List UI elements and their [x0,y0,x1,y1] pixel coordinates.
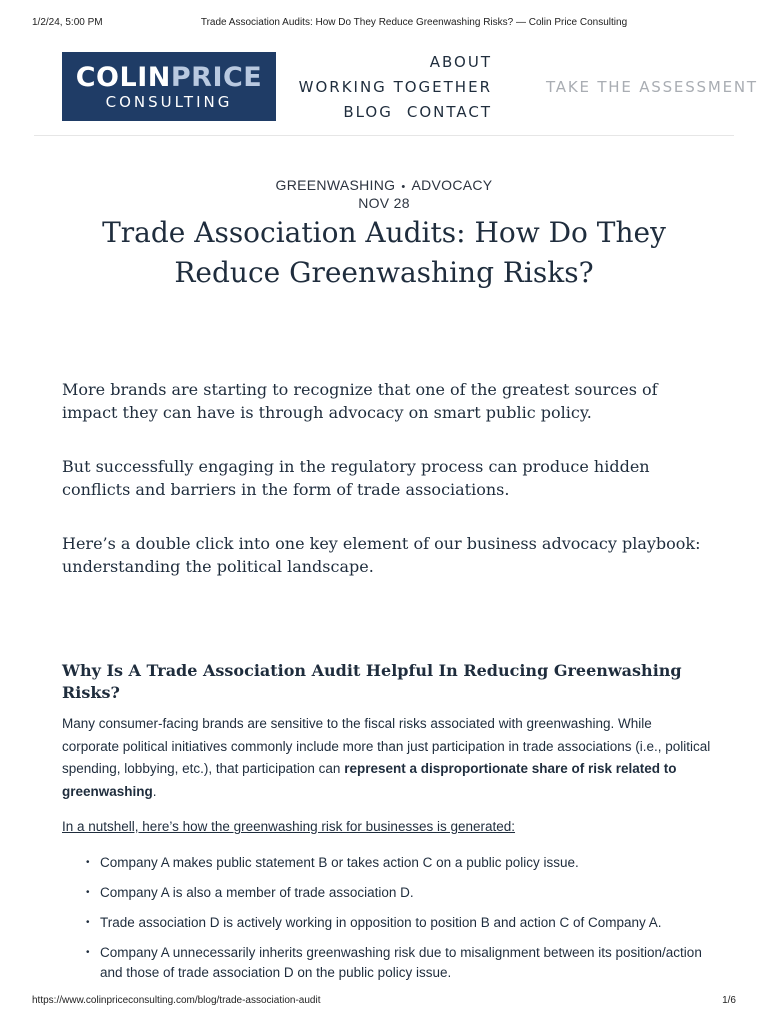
body-paragraph [62,713,712,803]
logo-wordmark [76,63,263,93]
risk-bullet-list [62,853,712,993]
list-item-text: Company A unnecessarily inherits greenwashing risk due to misalignment between its position/action and those of trade association D on the public policy issue. [100,945,702,980]
logo-colin: COLIN [75,61,171,93]
post-meta [0,177,768,211]
bullet-dot: • [86,887,90,898]
intro-paragraph-1: More brands are starting to recognize that one of the greatest sources of impact they can have is through advocacy on smart public policy. [62,380,658,422]
list-item [62,853,712,873]
intro-paragraph-2: But successfully engaging in the regulatory process can produce hidden conflicts and barriers in the form of trade associations. [62,457,650,499]
logo-price: PRICE [170,61,263,93]
nutshell-lead: In a nutshell, here’s how the greenwashing risk for businesses is generated: [62,819,516,834]
list-item [62,883,712,903]
list-item [62,913,712,933]
list-item-text: Company A is also a member of trade association D. [100,885,414,900]
bullet-dot: • [86,857,90,868]
post-date: NOV 28 [358,195,410,211]
main-nav [299,50,492,125]
list-item-text: Trade association D is actively working in opposition to position B and action C of Company A. [100,915,662,930]
bullet-dot: • [86,917,90,928]
nav-working-together[interactable]: WORKING TOGETHER [298,78,492,96]
site-logo[interactable] [62,52,276,121]
print-datetime: 1/2/24, 5:00 PM [32,17,103,28]
logo-consulting: CONSULTING [105,92,233,111]
category-separator: • [401,181,406,193]
nav-about[interactable]: ABOUT [429,53,492,71]
take-assessment-link[interactable]: TAKE THE ASSESSMENT [546,78,758,96]
post-title: Trade Association Audits: How Do They Reduce Greenwashing Risks? [102,216,666,289]
category-link-advocacy[interactable]: ADVOCACY [411,177,493,193]
nav-blog[interactable]: BLOG [343,103,393,121]
bullet-dot: • [86,947,90,958]
list-item-text: Company A makes public statement B or takes action C on a public policy issue. [100,855,579,870]
body-paragraph-end: . [152,783,157,799]
print-page-number: 1/6 [722,995,736,1006]
body-paragraph-emphasis: represent a disproportionate share of risk related to greenwashing [62,761,677,799]
nav-contact[interactable]: CONTACT [406,103,492,121]
print-doc-title: Trade Association Audits: How Do They Reduce Greenwashing Risks? — Colin Price Consulting [200,17,628,28]
intro-paragraph-3: Here’s a double click into one key element of our business advocacy playbook: understanding the political landscape. [62,534,701,576]
section-heading: Why Is A Trade Association Audit Helpful In Reducing Greenwashing Risks? [62,661,682,702]
body-paragraph-text: Many consumer-facing brands are sensitive to the fiscal risks associated with greenwashing. While corporate political initiatives commonly include more than just participation in trade associations (i.e., political spending, lobbying, etc.), that participation can [62,716,711,776]
category-link-greenwashing[interactable]: GREENWASHING [275,177,396,193]
print-url: https://www.colinpriceconsulting.com/blog/trade-association-audit [32,995,321,1006]
header-divider [34,135,734,136]
list-item [62,943,712,983]
